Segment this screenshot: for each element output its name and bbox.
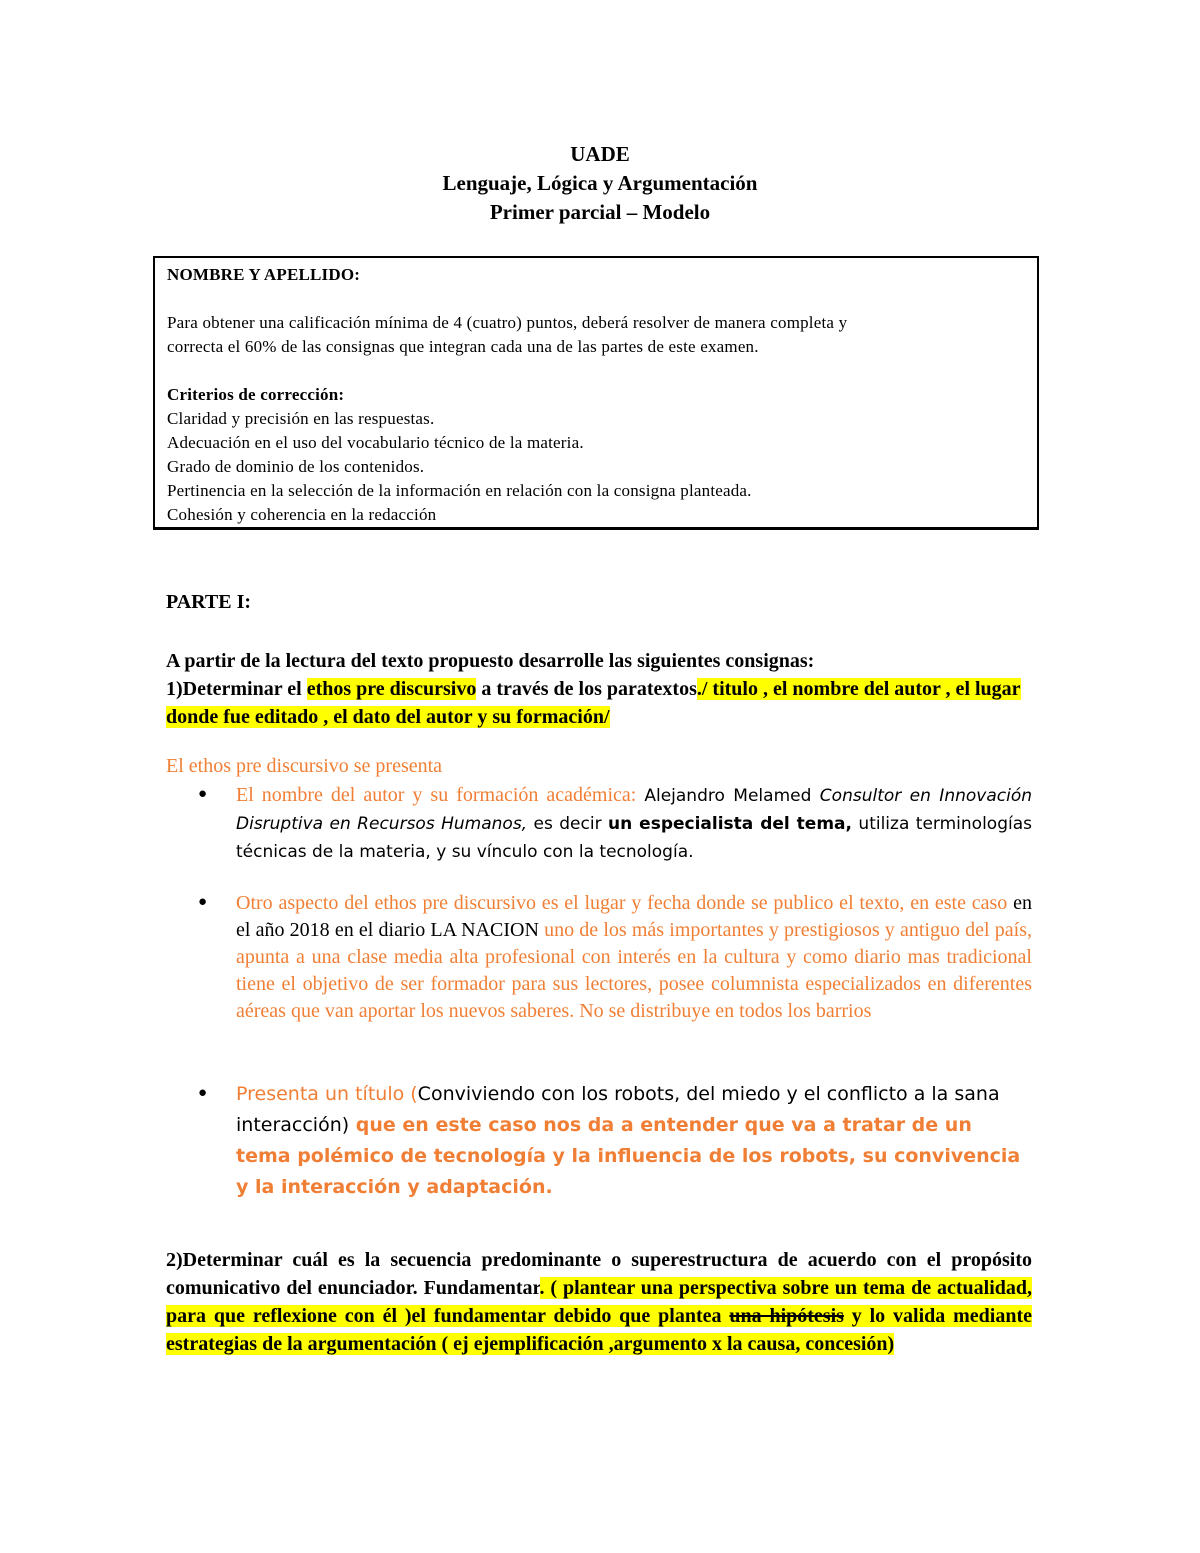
bullet-icon: ● [198,1085,208,1101]
answer-bullet-1 [236,782,1032,866]
q1-highlight-note: ./ titulo , el nombre del autor , el lugar donde fue editado , el dato del autor y su formación/ [166,678,1021,728]
grading-line-1: Para obtener una calificación mínima de 4 (cuatro) puntos, deberá resolver de manera completa y [167,313,848,332]
question-1 [166,647,1032,731]
bullet-icon: ● [198,894,208,910]
name-field-label: NOMBRE Y APELLIDO: [167,265,361,284]
bullet1-author: Alejandro Melamed [644,786,820,806]
question-2 [166,1246,1032,1358]
section-heading: PARTE I: [166,591,252,613]
bullet1-orange: El nombre del autor y su formación académica: [236,784,645,806]
answer-bullet-2 [236,890,1032,1025]
bullet1-end: utiliza terminologías técnicas de la materia, y su vínculo con la tecnología. [236,814,1032,862]
institution-title: UADE [570,142,630,166]
grading-line-2: correcta el 60% de las consignas que integran cada una de las partes de este examen. [167,337,759,356]
q2-strikethrough: una hipótesis [729,1305,844,1327]
answer-bullet-3 [236,1079,1032,1203]
criteria-title: Criterios de corrección: [167,385,345,404]
bullet3-orange-2: que en este caso nos da a entender que va a tratar de un tema polémico de tecnología y la influencia de los robots, su convivencia y la interacción y adaptación. [236,1114,1021,1198]
bullet1-credential: Consultor en Innovación Disruptiva en Recursos Humanos, [236,786,1032,834]
bullet3-title: Conviviendo con los robots, del miedo y el conflicto a la sana interacción) [236,1083,1000,1136]
q2-highlight-b: . ( plantear una perspectiva sobre un tema de actualidad, para que reflexione con él )el fundamentar debido que plantea [166,1277,1032,1327]
answer-intro: El ethos pre discursivo se presenta [166,755,443,777]
document-header [0,140,1200,227]
q2-highlight-c: y lo valida mediante estrategias de la argumentación ( ej ejemplificación ,argumento x la causa, concesión) [166,1305,1033,1355]
criteria-item: Pertinencia en la selección de la información en relación con la consigna planteada. [167,481,752,500]
exam-title: Primer parcial – Modelo [489,200,711,224]
question-intro: A partir de la lectura del texto propuesto desarrolle las siguientes consignas: [166,650,815,672]
q1-highlight-ethos: ethos pre discursivo [306,678,477,700]
criteria-item: Adecuación en el uso del vocabulario técnico de la materia. [167,433,584,452]
bullet3-orange-1: Presenta un título ( [236,1083,418,1105]
criteria-item: Cohesión y coherencia en la redacción [167,505,437,524]
bullet1-bold: un especialista del tema, [608,814,852,834]
bullet2-orange-2: uno de los más importantes y prestigiosos y antiguo del país, apunta a una clase media alta profesional con interés en la cultura y como diario mas tradicional tiene el objetivo de ser formador para sus lectores, posee columnista especializados en diferentes aéreas que van aportar los nuevos saberes. No se distribuye en todos los barrios [236,919,1032,1022]
bullet-icon: ● [198,786,208,802]
bullet2-black: en el año 2018 en el diario LA NACION [236,892,1032,941]
q2-text-a: 2)Determinar cuál es la secuencia predominante o superestructura de acuerdo con el propósito comunicativo del enunciador. Fundamentar [166,1249,1032,1299]
course-title: Lenguaje, Lógica y Argumentación [442,171,758,195]
bullet2-orange-1: Otro aspecto del ethos pre discursivo es el lugar y fecha donde se publico el texto, en este caso [236,892,1008,914]
q1-text-a: 1)Determinar el [166,678,307,700]
instructions-box [153,256,1039,530]
q1-text-c: a través de los paratextos [476,678,697,700]
criteria-item: Claridad y precisión en las respuestas. [167,409,435,428]
criteria-item: Grado de dominio de los contenidos. [167,457,425,476]
bullet1-mid: es decir [527,814,609,834]
